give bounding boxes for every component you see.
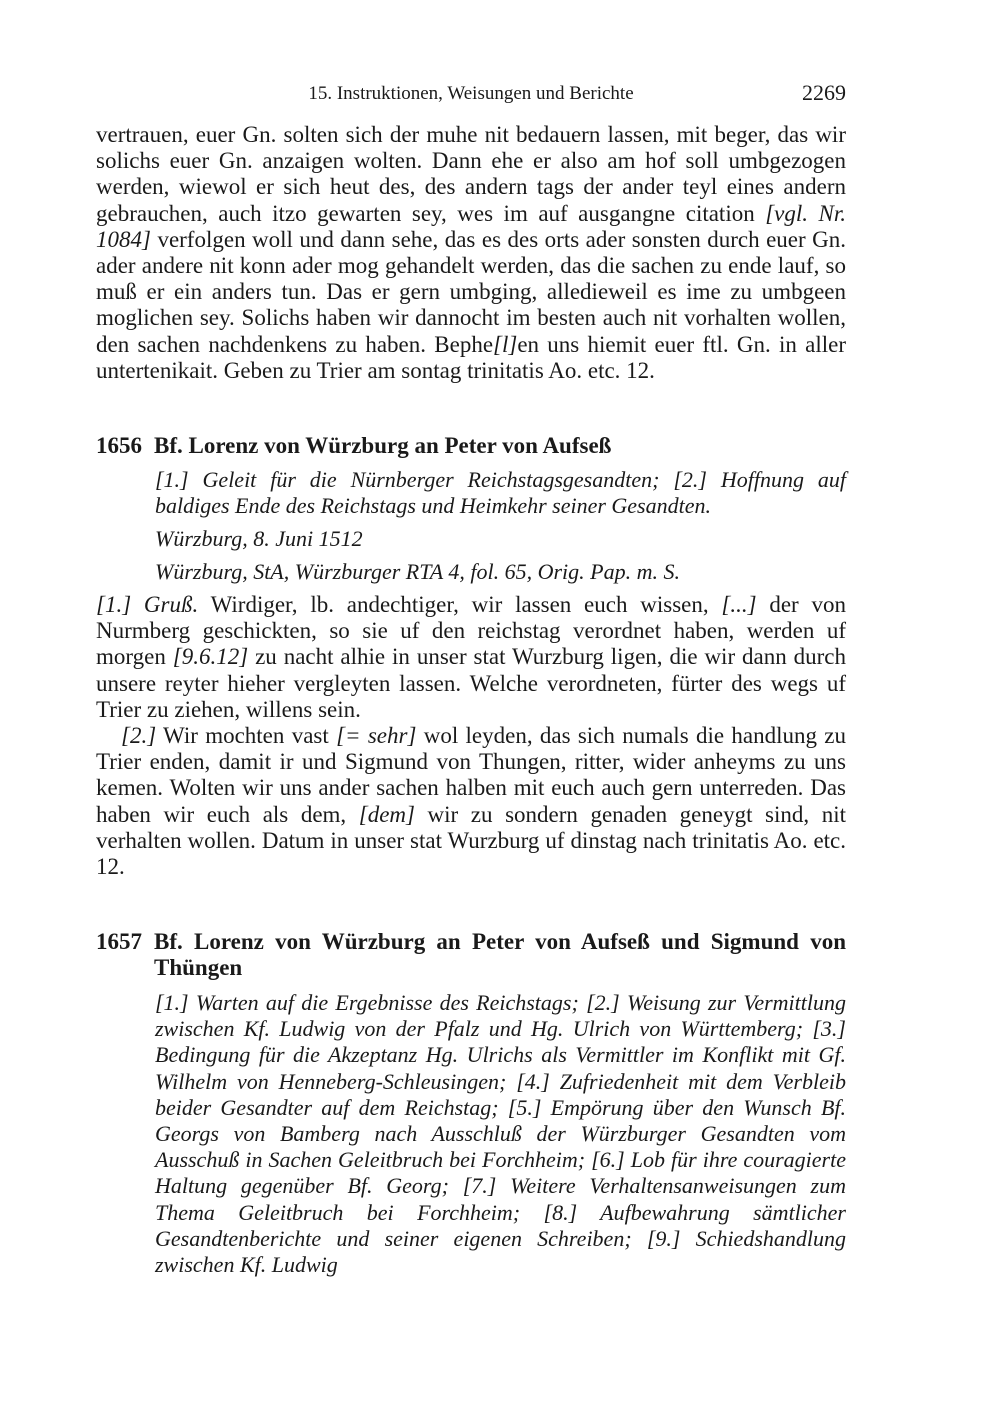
running-head [96, 80, 846, 110]
intro-emendation: [l] [493, 331, 518, 357]
entry-1656-p1-date: [9.6.12] [172, 644, 249, 670]
entry-1656-p1-marker: [1.] Gruß. [96, 592, 199, 617]
entry-1656-body [96, 592, 846, 880]
entry-1656-p1-text-3: zu nacht alhie in unser stat Wurzburg ligen, die wir dann durch unsere reyter hieher vergleyten lassen. Welche verordneten, fürter des wegs uf Trier zu ziehen, willens sein. [96, 644, 847, 722]
entry-1656-heading [96, 433, 846, 459]
entry-1656-p1-text-2: der von Nurmberg geschickten, so sie uf den reichstag verordnet haben, werden uf morgen [96, 592, 846, 670]
intro-text-3: en uns hiemit euer ftl. Gn. in aller untertenikait. Geben zu Trier am sontag trinitatis Ao. etc. 12. [96, 331, 846, 383]
entry-1657-title: Bf. Lorenz von Würzburg an Peter von Aufseß und Sigmund von Thüngen [154, 929, 846, 981]
running-title: 15. Instruktionen, Weisungen und Berichte [308, 83, 634, 104]
entry-1656-p2-text-1: Wir mochten vast [156, 723, 337, 749]
entry-1656-number: 1656 [96, 433, 142, 458]
page-number: 2269 [802, 80, 846, 105]
entry-1656-place-date: Würzburg, 8. Juni 1512 [155, 526, 363, 551]
entry-1656-p2-text-3: wir zu sondern genaden geneygt sind, nit verhalten wollen. Datum in unser stat Wurzburg uf dinstag nach trinitatis Ao. etc. 12. [96, 801, 846, 880]
intro-text-2: verfolgen woll und dann sehe, das es des orts ader sonsten durch euer Gn. ader andere nit konn ader mog gehandelt werden, das die sachen zu ende lauf, so muß er ein anders tun. Das er gern umbging, alledieweil es ime zu umbgeen moglichen sey. Solichs haben wir dannocht im besten auch nit vorhalten wollen, den sachen nachdenkens zu haben. Bephe [96, 226, 846, 357]
intro-paragraph [96, 122, 846, 384]
entry-1657-heading [96, 929, 846, 981]
entry-1656-p2-marker: [2.] [121, 723, 157, 749]
entry-1656-p2-emendation: [dem] [358, 801, 415, 827]
entry-1656-title: Bf. Lorenz von Würzburg an Peter von Aufseß [154, 433, 612, 458]
intro-reference: [vgl. Nr. 1084] [96, 200, 846, 252]
entry-1656-source: Würzburg, StA, Würzburger RTA 4, fol. 65, Orig. Pap. m. S. [155, 559, 680, 584]
entry-1656-p1-omission: [...] [721, 592, 757, 617]
entry-1657-regest: [1.] Warten auf die Ergebnisse des Reichstags; [2.] Weisung zur Vermittlung zwischen Kf. Ludwig von der Pfalz und Hg. Ulrich von Württemberg; [3.] Bedingung für die Akzeptanz Hg. Ulrichs als Vermittler im Konflikt mit Gf. Wilhelm von Henneberg-Schleusingen; [4.] Zufriedenheit mit dem Verbleib beider Gesandter auf dem Reichstag; [5.] Empörung über den Wunsch Bf. Georgs von Bamberg nach Ausschluß der Würzburger Gesandten vom Ausschuß in Sachen Geleitbruch bei Forchheim; [6.] Lob für ihre couragierte Haltung gegenüber Bf. Georg; [7.] Weitere Verhaltensanweisungen zum Thema Geleitbruch bei Forchheim; [8.] Aufbewahrung sämtlicher Gesandtenberichte und seiner eigenen Schreiben; [9.] Schiedshandlung zwischen Kf. Ludwig [155, 990, 846, 1278]
entry-1656-p1-text-1: Wirdiger, lb. andechtiger, wir lassen euch wissen, [198, 592, 722, 617]
entry-1656-p2-gloss: [= sehr] [336, 723, 417, 749]
intro-text-1: vertrauen, euer Gn. solten sich der muhe nit bedauern lassen, mit beger, das wir solichs euer Gn. anzaigen wolten. Dann ehe er also am hof soll umbgezogen werden, wiewol er sich heut des, des andern tags der ander teyl eines andern gebrauchen, auch itzo gewarten sey, wes im auf ausgangne citation [96, 122, 846, 226]
entry-1656-p2-text-2: wol leyden, das sich numals die handlung zu Trier enden, damit ir und Sigmund von Thungen, ritter, wider anheyms zu uns kemen. Wolten wir uns ander sachen halben mit euch auch gern unterreden. Das haben wir euch als dem, [96, 723, 846, 827]
entry-1657-number: 1657 [96, 929, 142, 954]
entry-1656-regest: [1.] Geleit für die Nürnberger Reichstagsgesandten; [2.] Hoffnung auf baldiges Ende des Reichstags und Heimkehr seiner Gesandten. [155, 467, 846, 519]
